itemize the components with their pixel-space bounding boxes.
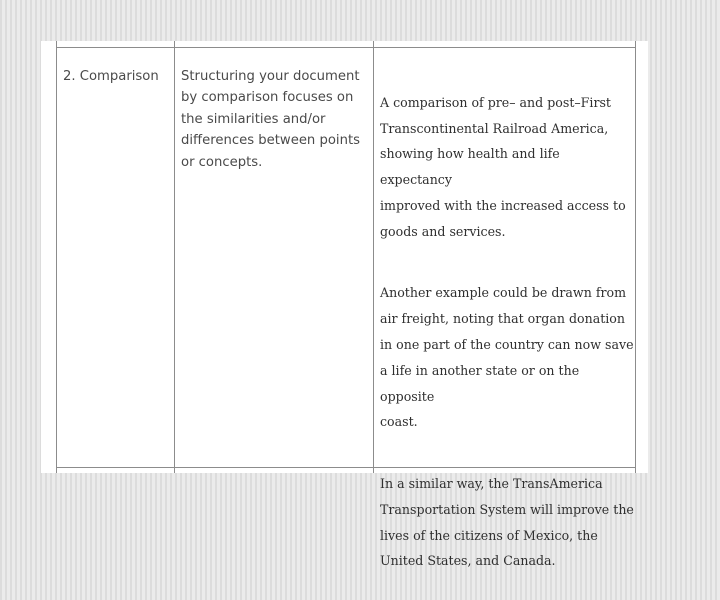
row-label: 2. Comparison [63,69,159,84]
example-paragraph-2: Another example could be drawn from air freight, noting that organ donation in one part of the country can now save a life in another state or on the opposite coast. [380,285,634,430]
examples-cell [380,64,634,600]
slide-card [41,41,648,569]
table-top-border [56,47,636,48]
column-divider-2 [373,41,374,473]
example-paragraph-1: A comparison of pre– and post–First Transcontinental Railroad America, showing how health and life expectancy improved with the increased access to goods and services. [380,94,626,239]
table-right-border [635,41,636,473]
column-divider-1 [174,41,175,473]
row-description: Structuring your document by comparison focuses on the similarities and/or differences between points or concepts. [181,69,360,170]
table-left-border [56,41,57,473]
example-paragraph-3: In a similar way, the TransAmerica Transportation System will improve the lives of the citizens of Mexico, the United States, and Canada. [380,475,634,569]
